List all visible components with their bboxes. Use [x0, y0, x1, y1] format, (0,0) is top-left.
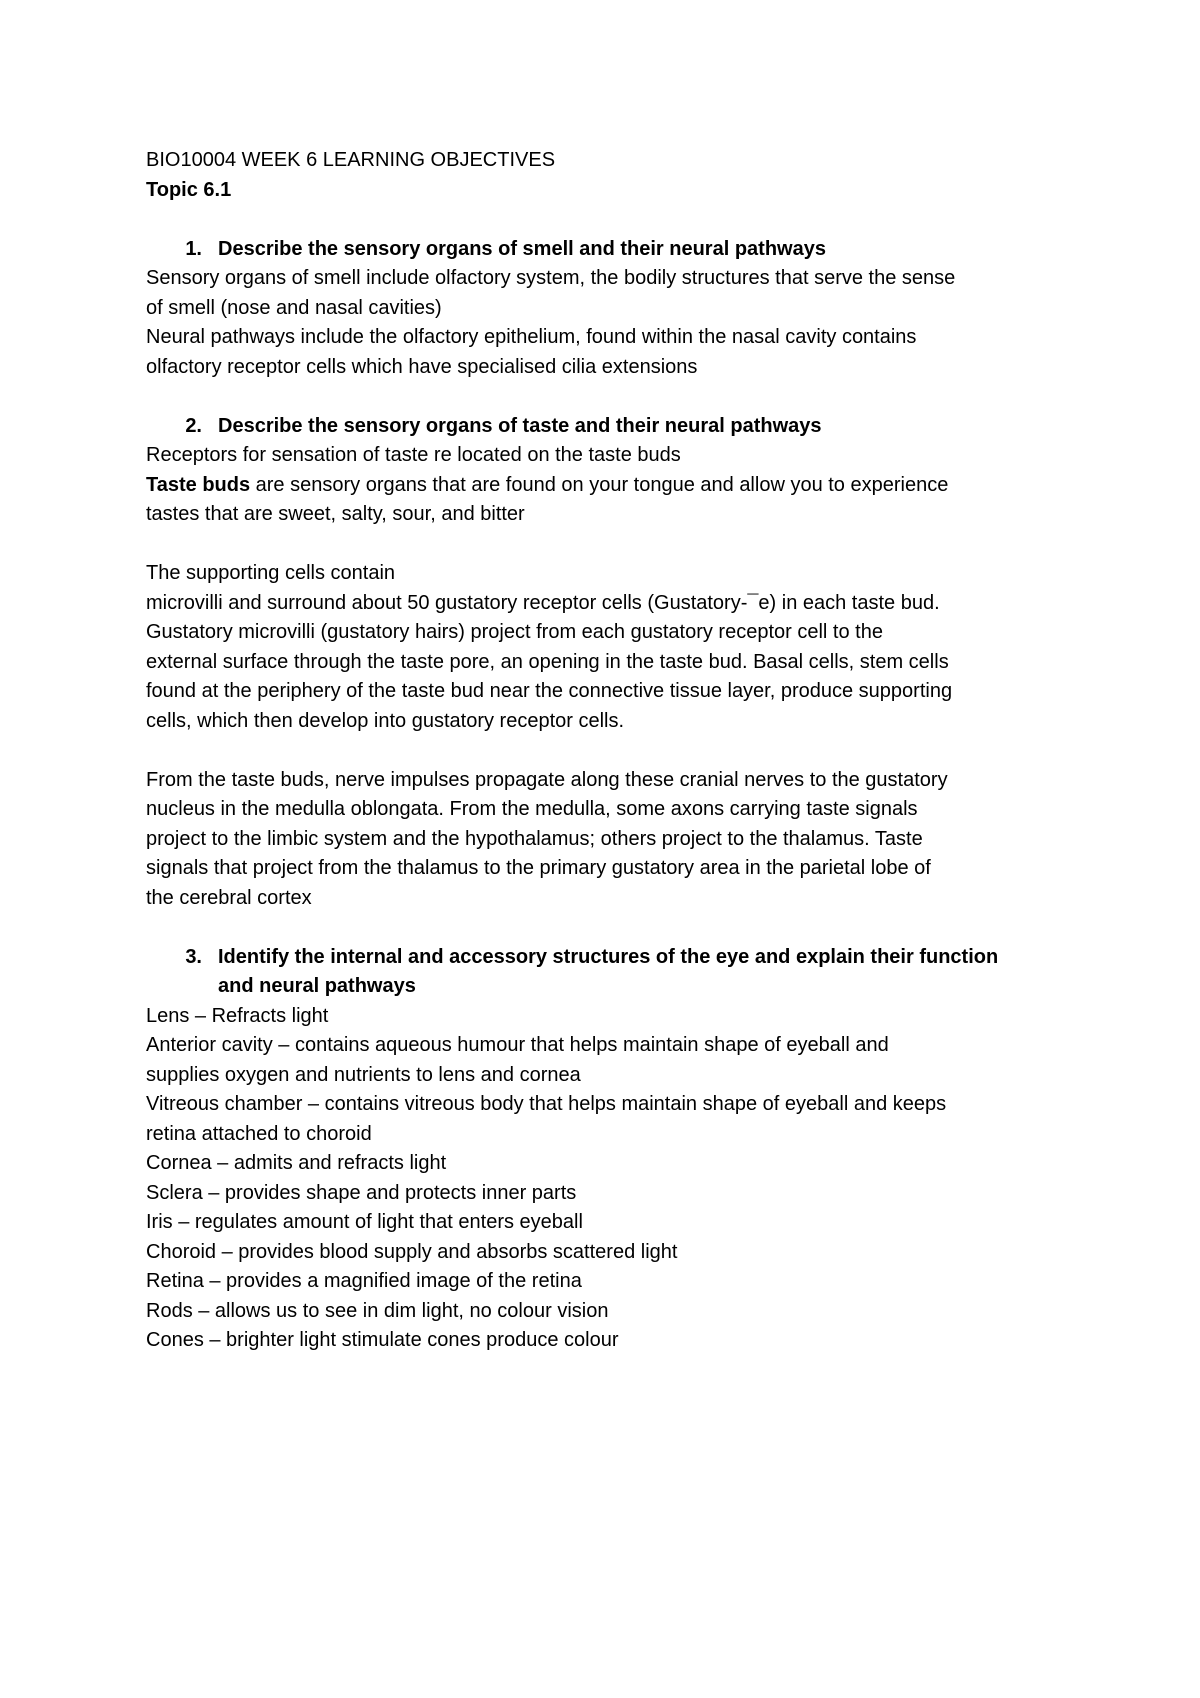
- objective-1-line: Sensory organs of smell include olfactory system, the bodily structures that serve the sense: [146, 267, 956, 289]
- objective-1-text: Describe the sensory organs of smell and their neural pathways: [218, 237, 826, 260]
- eye-structure-line: Anterior cavity – contains aqueous humour that helps maintain shape of eyeball and: [146, 1034, 889, 1056]
- eye-structure-line: Rods – allows us to see in dim light, no colour vision: [146, 1299, 609, 1322]
- objective-1-heading: [146, 235, 1066, 265]
- spacer: [146, 736, 1066, 766]
- eye-structure-line: Cones – brighter light stimulate cones produce colour: [146, 1329, 619, 1351]
- eye-structure-line: Iris – regulates amount of light that enters eyeball: [146, 1211, 583, 1233]
- objective-3-number: 3.: [185, 945, 202, 968]
- taste-pathway-line: nucleus in the medulla oblongata. From the medulla, some axons carrying taste signals: [146, 798, 918, 820]
- supporting-cells-line: Gustatory microvilli (gustatory hairs) project from each gustatory receptor cell to the: [146, 621, 883, 643]
- supporting-cells-line: The supporting cells contain: [146, 562, 396, 584]
- objective-3-text-line: and neural pathways: [218, 975, 416, 997]
- taste-pathway-line: From the taste buds, nerve impulses propagate along these cranial nerves to the gustatory: [146, 768, 948, 791]
- eye-structure-line: Sclera – provides shape and protects inner parts: [146, 1181, 577, 1204]
- eye-structure-line: Choroid – provides blood supply and absorbs scattered light: [146, 1240, 678, 1263]
- eye-structure-line: supplies oxygen and nutrients to lens and cornea: [146, 1063, 581, 1086]
- objective-1-line: olfactory receptor cells which have specialised cilia extensions: [146, 355, 698, 378]
- taste-buds-line: [146, 471, 1066, 501]
- objective-1-number: 1.: [185, 237, 202, 260]
- objective-3-text-line: Identify the internal and accessory structures of the eye and explain their function: [218, 945, 999, 968]
- supporting-cells-line: found at the periphery of the taste bud near the connective tissue layer, produce supporting: [146, 680, 953, 702]
- document-page: [146, 146, 1066, 1356]
- objective-2-number: 2.: [185, 414, 202, 437]
- spacer: [146, 205, 1066, 235]
- spacer: [146, 530, 1066, 560]
- supporting-cells-line: cells, which then develop into gustatory receptor cells.: [146, 709, 625, 732]
- taste-buds-term: Taste buds: [146, 473, 251, 496]
- spacer: [146, 913, 1066, 943]
- course-title: BIO10004 WEEK 6 LEARNING OBJECTIVES: [146, 149, 556, 171]
- supporting-cells-line: microvilli and surround about 50 gustatory receptor cells (Gustatory-¯e) in each taste bud.: [146, 591, 940, 614]
- objective-3-heading: [146, 943, 1066, 1002]
- objective-1-line: Neural pathways include the olfactory epithelium, found within the nasal cavity contains: [146, 326, 917, 348]
- objective-2-heading: [146, 412, 1066, 442]
- objective-1-line: of smell (nose and nasal cavities): [146, 296, 442, 319]
- eye-structure-line: retina attached to choroid: [146, 1122, 372, 1145]
- eye-structure-line: Retina – provides a magnified image of the retina: [146, 1270, 582, 1292]
- taste-pathway-line: the cerebral cortex: [146, 886, 312, 909]
- eye-structure-line: Vitreous chamber – contains vitreous body that helps maintain shape of eyeball and keeps: [146, 1093, 947, 1115]
- spacer: [146, 382, 1066, 412]
- supporting-cells-line: external surface through the taste pore, an opening in the taste bud. Basal cells, stem cells: [146, 650, 949, 673]
- tastes-line: tastes that are sweet, salty, sour, and bitter: [146, 503, 525, 525]
- objective-3-text: [218, 943, 1066, 1002]
- taste-pathway-line: project to the limbic system and the hypothalamus; others project to the thalamus. Taste: [146, 827, 923, 850]
- eye-structure-line: Lens – Refracts light: [146, 1004, 329, 1027]
- receptors-line: Receptors for sensation of taste re located on the taste buds: [146, 444, 681, 466]
- eye-structure-line: Cornea – admits and refracts light: [146, 1152, 447, 1174]
- topic-heading: Topic 6.1: [146, 178, 232, 201]
- taste-buds-definition: are sensory organs that are found on your tongue and allow you to experience: [250, 473, 949, 496]
- objective-2-text: Describe the sensory organs of taste and their neural pathways: [218, 414, 822, 437]
- taste-pathway-line: signals that project from the thalamus to the primary gustatory area in the parietal lobe of: [146, 857, 931, 879]
